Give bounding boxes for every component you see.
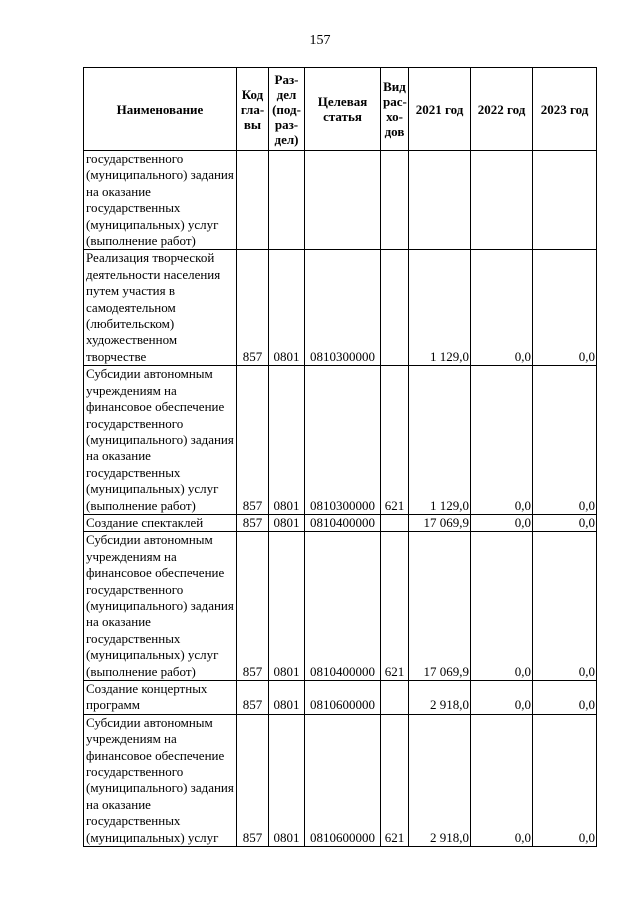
table-row bbox=[84, 532, 597, 681]
table-row bbox=[84, 366, 597, 515]
row-name: Субсидии автономным учреждениям на финансовое обеспечение государственного (муниципального) задания на оказание государственных (муниципальных) услуг (выполнение работ) bbox=[84, 366, 237, 515]
row-target: 0810300000 bbox=[305, 250, 381, 366]
row-code: 857 bbox=[237, 681, 269, 715]
header-2021: 2021 год bbox=[409, 68, 471, 151]
row-expense-type: 621 bbox=[381, 714, 409, 846]
row-section: 0801 bbox=[269, 514, 305, 531]
table-row bbox=[84, 681, 597, 715]
row-2022: 0,0 bbox=[471, 714, 533, 846]
row-section: 0801 bbox=[269, 532, 305, 681]
row-code: 857 bbox=[237, 366, 269, 515]
row-2021: 2 918,0 bbox=[409, 714, 471, 846]
row-code: 857 bbox=[237, 250, 269, 366]
row-code: 857 bbox=[237, 514, 269, 531]
row-2021: 1 129,0 bbox=[409, 250, 471, 366]
row-2022: 0,0 bbox=[471, 250, 533, 366]
row-2023 bbox=[533, 151, 597, 250]
row-2021: 17 069,9 bbox=[409, 532, 471, 681]
row-section: 0801 bbox=[269, 714, 305, 846]
header-section: Раз- дел (под- раз- дел) bbox=[269, 68, 305, 151]
row-2021 bbox=[409, 151, 471, 250]
row-target: 0810400000 bbox=[305, 514, 381, 531]
row-expense-type bbox=[381, 250, 409, 366]
row-code bbox=[237, 151, 269, 250]
row-2021: 2 918,0 bbox=[409, 681, 471, 715]
table-row bbox=[84, 714, 597, 846]
table-row bbox=[84, 250, 597, 366]
row-section: 0801 bbox=[269, 250, 305, 366]
row-section: 0801 bbox=[269, 681, 305, 715]
budget-table bbox=[83, 67, 597, 847]
row-name: Субсидии автономным учреждениям на финансовое обеспечение государственного (муниципального) задания на оказание государственных (муниципальных) услуг (выполнение работ) bbox=[84, 532, 237, 681]
header-expense-type: Вид рас- хо- дов bbox=[381, 68, 409, 151]
row-section bbox=[269, 151, 305, 250]
table-body bbox=[84, 151, 597, 847]
row-2023: 0,0 bbox=[533, 532, 597, 681]
header-2022: 2022 год bbox=[471, 68, 533, 151]
row-2022: 0,0 bbox=[471, 514, 533, 531]
row-name: государственного (муниципального) задания на оказание государственных (муниципальных) услуг (выполнение работ) bbox=[84, 151, 237, 250]
row-expense-type bbox=[381, 514, 409, 531]
row-2021: 17 069,9 bbox=[409, 514, 471, 531]
row-target bbox=[305, 151, 381, 250]
row-expense-type bbox=[381, 151, 409, 250]
row-target: 0810600000 bbox=[305, 714, 381, 846]
row-name: Реализация творческой деятельности населения путем участия в самодеятельном (любительском) художественном творчестве bbox=[84, 250, 237, 366]
header-target: Целевая статья bbox=[305, 68, 381, 151]
row-2021: 1 129,0 bbox=[409, 366, 471, 515]
row-name: Создание спектаклей bbox=[84, 514, 237, 531]
row-expense-type bbox=[381, 681, 409, 715]
header-row bbox=[84, 68, 597, 151]
row-code: 857 bbox=[237, 714, 269, 846]
header-name: Наименование bbox=[84, 68, 237, 151]
table-row bbox=[84, 151, 597, 250]
row-target: 0810300000 bbox=[305, 366, 381, 515]
header-code: Код гла- вы bbox=[237, 68, 269, 151]
row-2023: 0,0 bbox=[533, 714, 597, 846]
row-2022: 0,0 bbox=[471, 366, 533, 515]
row-name: Создание концертных программ bbox=[84, 681, 237, 715]
row-code: 857 bbox=[237, 532, 269, 681]
row-2022: 0,0 bbox=[471, 532, 533, 681]
row-expense-type: 621 bbox=[381, 532, 409, 681]
header-2023: 2023 год bbox=[533, 68, 597, 151]
table-row bbox=[84, 514, 597, 531]
row-2023: 0,0 bbox=[533, 514, 597, 531]
row-name: Субсидии автономным учреждениям на финансовое обеспечение государственного (муниципального) задания на оказание государственных (муниципальных) услуг bbox=[84, 714, 237, 846]
row-2023: 0,0 bbox=[533, 366, 597, 515]
row-target: 0810400000 bbox=[305, 532, 381, 681]
row-2022 bbox=[471, 151, 533, 250]
row-expense-type: 621 bbox=[381, 366, 409, 515]
row-2023: 0,0 bbox=[533, 681, 597, 715]
page-number: 157 bbox=[309, 33, 331, 48]
row-2022: 0,0 bbox=[471, 681, 533, 715]
row-section: 0801 bbox=[269, 366, 305, 515]
row-2023: 0,0 bbox=[533, 250, 597, 366]
row-target: 0810600000 bbox=[305, 681, 381, 715]
